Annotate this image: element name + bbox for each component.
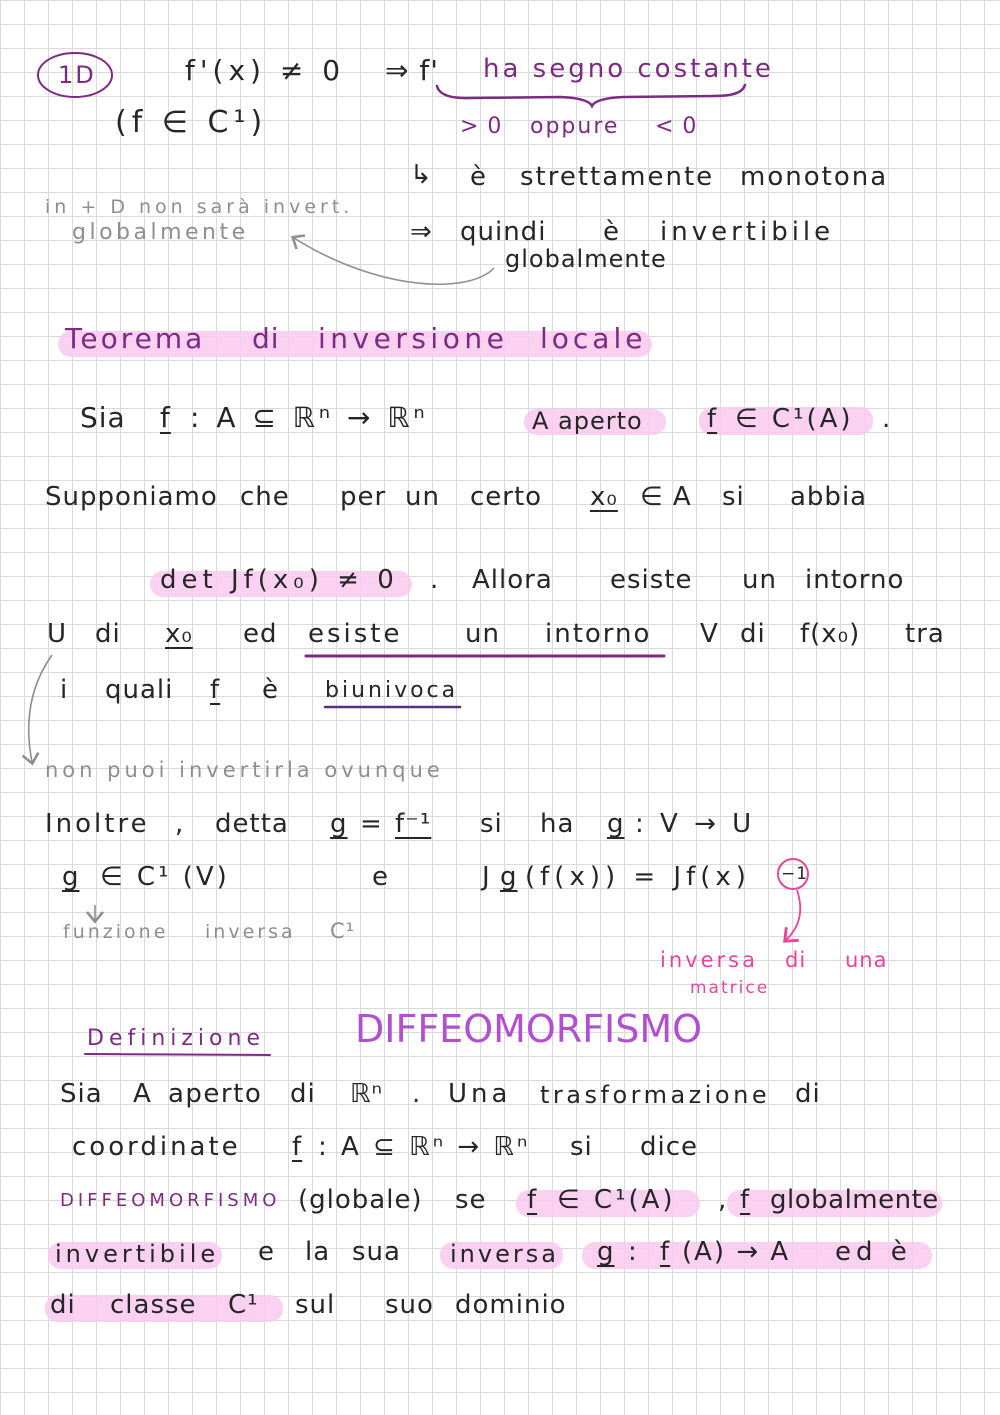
- hyp-sia: Sia: [80, 401, 126, 434]
- def-line-1-period: .: [412, 1079, 422, 1109]
- aside-class-word: inversa: [205, 921, 296, 943]
- nbhd-image-point: f(x₀): [800, 619, 861, 649]
- monotone-word: monotona: [740, 162, 889, 192]
- def-line-5-word: sul: [295, 1290, 336, 1320]
- aside-class-word: C¹: [330, 919, 356, 943]
- jacobian-j: J: [482, 862, 491, 892]
- def-line-4-word: invertibile: [55, 1240, 220, 1268]
- def-line-1-word: aperto: [168, 1079, 263, 1109]
- sign-note: ha segno costante: [483, 54, 774, 84]
- def-line-4-word: ed è: [835, 1237, 912, 1267]
- aside-inverse-note: non puoi invertirla ovunque: [45, 758, 444, 782]
- aside-note-line-1: in + D non sarà invert.: [45, 196, 354, 218]
- jacobian-and: e: [372, 862, 389, 892]
- conclusion-word: quindi: [460, 217, 547, 247]
- hyp-mapping: : A ⊆ ℝⁿ → ℝⁿ: [190, 401, 429, 434]
- def-line-3-word: se: [455, 1185, 487, 1215]
- def-line-5-word: classe: [110, 1290, 197, 1320]
- def-line-1-word: Sia: [60, 1079, 103, 1109]
- def-line-1-word: A: [133, 1079, 152, 1109]
- def-line-4-word: inversa: [450, 1240, 559, 1268]
- inoltre-vector-g: g: [330, 809, 348, 839]
- jacobian-vector-g: g: [500, 862, 518, 892]
- def-line-5-word: dominio: [455, 1290, 567, 1320]
- nbhd-word: ed: [243, 619, 278, 649]
- premise: f'(x) ≠ 0: [185, 54, 346, 87]
- sign-negative: < 0: [655, 114, 698, 139]
- def-line-3-comma: ,: [718, 1185, 728, 1215]
- nbhd-word: esiste: [308, 619, 403, 649]
- inoltre-mapping: : V → U: [635, 809, 756, 839]
- aside-note-line-2: globalmente: [72, 220, 249, 245]
- hypothesis: (f ∈ C¹): [115, 105, 268, 140]
- suppose-word: certo: [470, 482, 543, 512]
- conclusion-arrow: ⇒: [410, 217, 433, 247]
- def-line-1-space: ℝⁿ: [350, 1079, 383, 1109]
- nbhd-word: U: [47, 619, 68, 649]
- det-word: esiste: [610, 565, 693, 595]
- def-line-2-word: coordinate: [72, 1132, 241, 1162]
- theorem-title-word: Teorema: [65, 322, 206, 355]
- aside-class-word: funzione: [63, 921, 169, 943]
- conclusion-word: è: [603, 217, 620, 247]
- hyp-period: .: [882, 404, 892, 434]
- suppose-word: per: [340, 482, 387, 512]
- inoltre-equals: =: [360, 809, 383, 839]
- bijective-word: è: [262, 675, 279, 705]
- def-line-4-mapping: (A) → A: [682, 1237, 791, 1267]
- bijective-word: i: [60, 675, 69, 705]
- monotone-word: strettamente: [520, 162, 715, 192]
- hyp-class-f: f: [707, 404, 718, 434]
- sign-underbrace: [437, 85, 745, 106]
- suppose-word: che: [240, 482, 290, 512]
- aside-matrix-word: di: [785, 948, 807, 972]
- hyp-open-set: A aperto: [532, 407, 643, 435]
- def-line-5-word: di: [50, 1290, 76, 1320]
- nbhd-word: di: [95, 619, 121, 649]
- inoltre-word: Inoltre: [45, 809, 150, 839]
- theorem-title-word: di: [252, 322, 280, 355]
- def-line-4-colon: :: [628, 1237, 638, 1267]
- inoltre-comma: ,: [175, 809, 185, 839]
- jacobian-exponent: −1: [781, 864, 809, 884]
- inoltre-vector-g: g: [607, 809, 625, 839]
- def-line-2-mapping: : A ⊆ ℝⁿ → ℝⁿ: [318, 1132, 531, 1162]
- conclusion-end: globalmente: [505, 245, 667, 273]
- bijective-vector-f: f: [210, 675, 221, 705]
- suppose-word: si: [722, 482, 745, 512]
- underline-definizione: [85, 1054, 270, 1055]
- def-line-2-vector-f: f: [292, 1132, 303, 1162]
- inoltre-inverse-f: f⁻¹: [395, 809, 432, 839]
- definition-title: DIFFEOMORFISMO: [355, 1007, 703, 1051]
- suppose-word: ∈ A: [640, 482, 692, 512]
- nbhd-word: un: [465, 619, 500, 649]
- nbhd-word: tra: [905, 619, 945, 649]
- det-word: intorno: [805, 565, 905, 595]
- def-line-3-word: (globale): [298, 1185, 423, 1215]
- def-line-1-word: Una: [448, 1079, 512, 1109]
- suppose-word: un: [405, 482, 440, 512]
- det-word: Allora: [472, 565, 553, 595]
- inoltre-word: si: [480, 809, 503, 839]
- monotone-arrow: ↳: [410, 160, 433, 190]
- def-line-4-vector-g: g: [597, 1237, 615, 1267]
- nbhd-word: di: [740, 619, 766, 649]
- theorem-title-word: inversione: [318, 322, 509, 355]
- aside-matrix-word: inversa: [660, 948, 758, 972]
- def-line-4-word: la: [305, 1237, 331, 1267]
- nbhd-word: intorno: [545, 619, 652, 649]
- theorem-title-word: locale: [540, 322, 647, 355]
- monotone-word: è: [470, 162, 487, 192]
- def-line-4-vector-f: f: [660, 1237, 671, 1267]
- def-line-3-class: ∈ C¹(A): [557, 1185, 676, 1215]
- def-line-4-word: e: [258, 1237, 275, 1267]
- implies: ⇒ f': [385, 54, 439, 87]
- det-condition: det Jf(x₀) ≠ 0: [160, 565, 399, 595]
- def-line-2-word: si: [570, 1132, 593, 1162]
- nbhd-word: V: [700, 619, 719, 649]
- hyp-class: ∈ C¹(A): [735, 404, 854, 434]
- suppose-point-x0: x₀: [590, 482, 618, 512]
- def-line-2-word: dice: [640, 1132, 699, 1162]
- def-line-4-word: sua: [352, 1237, 401, 1267]
- hyp-vector-f: f: [160, 401, 171, 434]
- arrow-to-matrix-note: [786, 890, 800, 940]
- def-line-1-word: trasformazione: [540, 1081, 771, 1109]
- sign-positive: > 0: [460, 114, 503, 139]
- det-word: un: [742, 565, 777, 595]
- bijective-word: quali: [105, 675, 174, 705]
- suppose-word: Supponiamo: [45, 482, 218, 512]
- jacobian-vector-g: g: [62, 862, 80, 892]
- aside-matrix-word: matrice: [690, 978, 770, 998]
- jacobian-class: ∈ C¹ (V): [100, 862, 230, 892]
- jacobian-formula: (f(x)) = Jf(x): [525, 862, 751, 892]
- def-line-3-vector-f: f: [740, 1185, 751, 1215]
- def-line-3-word: globalmente: [770, 1185, 939, 1215]
- badge-label: 1D: [58, 61, 96, 89]
- def-line-3-vector-f: f: [527, 1185, 538, 1215]
- sign-or: oppure: [530, 114, 620, 139]
- conclusion-word: invertibile: [660, 217, 835, 247]
- inoltre-word: detta: [215, 809, 289, 839]
- arrow-to-inverse-note: [29, 655, 52, 762]
- det-period: .: [430, 565, 440, 595]
- def-line-3-keyword: DIFFEOMORFISMO: [60, 1190, 281, 1211]
- def-line-5-word: C¹: [228, 1290, 259, 1320]
- definition-label: Definizione: [87, 1026, 265, 1051]
- def-line-5-word: suo: [385, 1290, 434, 1320]
- def-line-1-word: di: [290, 1079, 316, 1109]
- suppose-word: abbia: [790, 482, 868, 512]
- aside-matrix-word: una: [845, 948, 888, 972]
- def-line-1-word: di: [795, 1079, 821, 1109]
- bijective-keyword: biunivoca: [325, 678, 459, 703]
- nbhd-point-x0: x₀: [165, 619, 193, 649]
- inoltre-word: ha: [540, 809, 575, 839]
